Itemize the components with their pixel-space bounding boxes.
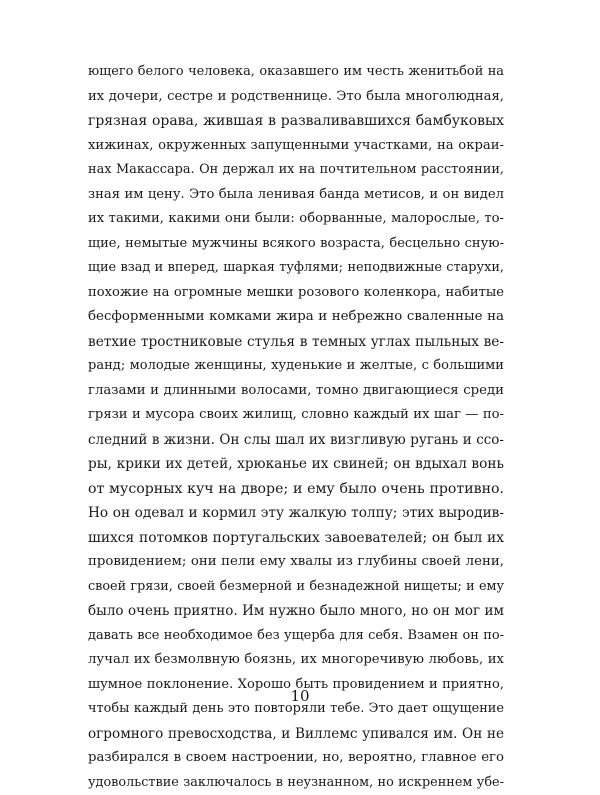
text-line: хижинах, окруженных запущенными участками, на окраи- [88, 134, 504, 159]
text-line: своей грязи, своей безмерной и безнадежной нищеты; и ему [88, 575, 504, 600]
text-line: щие взад и вперед, шаркая туфлями; неподвижные старухи, [88, 256, 504, 281]
text-line: разбирался в своем настроении, но, вероятно, главное его [88, 746, 504, 771]
text-line: грязи и мусора своих жилищ, словно каждый их шаг — по- [88, 403, 504, 428]
text-line: шихся потомков португальских завоевателей; он был их [88, 526, 504, 551]
text-line: давать все необходимое без ущерба для себя. Взамен он по- [88, 624, 504, 649]
text-line: удовольствие заключалось в неузнанном, но искреннем убе- [88, 771, 504, 795]
text-line: их дочери, сестре и родственнице. Это была многолюдная, [88, 85, 504, 110]
text-line: ветхие тростниковые стулья в темных углах пыльных ве- [88, 330, 504, 355]
text-line: нах Макассара. Он держал их на почтительном расстоянии, [88, 158, 504, 183]
text-line: ющего белого человека, оказавшего им честь женитьбой на [88, 60, 504, 85]
text-line: огромного превосходства, и Виллемс упивался им. Он не [88, 722, 504, 747]
text-line: грязная орава, жившая в разваливавшихся бамбуковых [88, 109, 504, 134]
page-number: 10 [0, 687, 600, 705]
text-line: глазами и длинными волосами, томно двигающиеся среди [88, 379, 504, 404]
text-line: зная им цену. Это была ленивая банда метисов, и он видел [88, 183, 504, 208]
text-line: ры, крики их детей, хрюканье их свиней; он вдыхал вонь [88, 452, 504, 477]
text-line: Но он одевал и кормил эту жалкую толпу; этих выродив- [88, 501, 504, 526]
text-line: было очень приятно. Им нужно было много, но он мог им [88, 599, 504, 624]
text-line: чтобы каждый день это повторяли тебе. Это дает ощущение [88, 697, 504, 722]
text-line: провидением; они пели ему хвалы из глубины своей лени, [88, 550, 504, 575]
text-line: от мусорных куч на дворе; и ему было очень противно. [88, 477, 504, 502]
text-line: следний в жизни. Он слы шал их визгливую ругань и ссо- [88, 428, 504, 453]
text-line: щие, немытые мужчины всякого возраста, бесцельно сную- [88, 232, 504, 257]
text-line: похожие на огромные мешки розового коленкора, набитые [88, 281, 504, 306]
text-line: шумное поклонение. Хорошо быть провидением и приятно, [88, 673, 504, 698]
text-line: лучал их безмолвную боязнь, их многоречивую любовь, их [88, 648, 504, 673]
text-line: их такими, какими они были: оборванные, малорослые, то- [88, 207, 504, 232]
text-line: ранд; молодые женщины, худенькие и желтые, с большими [88, 354, 504, 379]
text-line: бесформенными комками жира и небрежно сваленные на [88, 305, 504, 330]
body-text [88, 60, 504, 795]
